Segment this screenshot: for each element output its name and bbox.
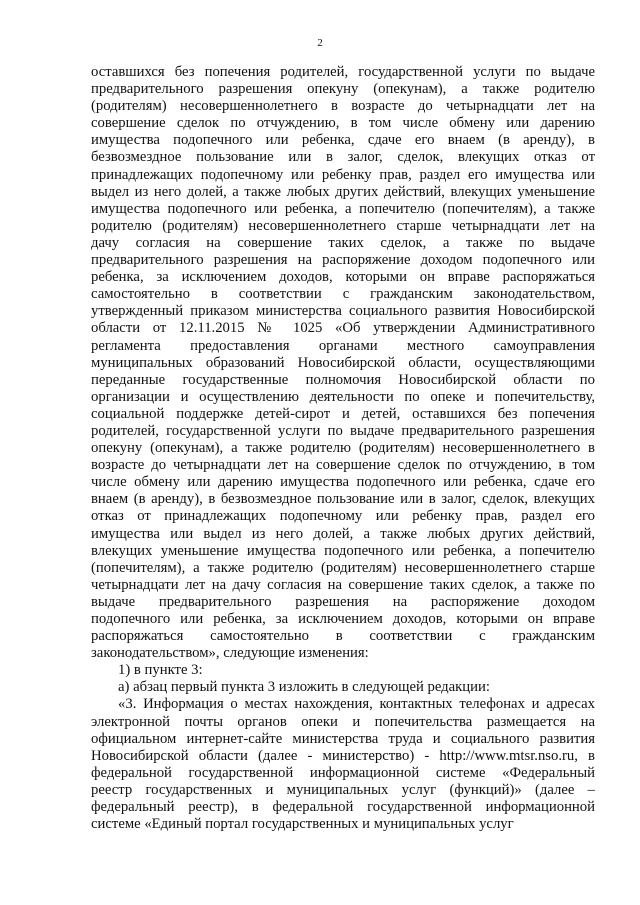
text-line: предварительного разрешения на распоряжение доходом подопечного или bbox=[91, 252, 595, 269]
text-line: принадлежащих подопечному или ребенку прав, раздел его имущества или bbox=[91, 166, 595, 183]
text-line: ребенка, за исключением доходов, которыми он вправе распоряжаться bbox=[91, 269, 595, 286]
text-line: имущества подопечного или ребенка, а попечителю (попечителям), а также bbox=[91, 200, 595, 217]
text-line: опекуну (опекунам), а также родителю (родителям) несовершеннолетнего в bbox=[91, 440, 595, 457]
text-line: «3. Информация о местах нахождения, контактных телефонах и адресах bbox=[118, 696, 595, 713]
text-line: а) абзац первый пункта 3 изложить в следующей редакции: bbox=[118, 679, 490, 696]
text-line: дачу согласия на совершение таких сделок, а также по выдаче bbox=[91, 234, 595, 251]
text-line: переданные государственные полномочия Новосибирской области по bbox=[91, 371, 595, 388]
text-line: выдаче предварительного разрешения на распоряжение доходом bbox=[91, 593, 595, 610]
text-line: электронной почты органов опеки и попечительства размещается на bbox=[91, 713, 595, 730]
page-number: 2 bbox=[317, 37, 323, 49]
text-line: оставшихся без попечения родителей, государственной услуги по выдаче bbox=[91, 64, 595, 80]
text-line: Новосибирской области (далее - министерство) - http://www.mtsr.nso.ru, в bbox=[91, 747, 595, 764]
text-line: муниципальных образований Новосибирской области, осуществляющими bbox=[91, 354, 595, 371]
text-line: самостоятельно в соответствии с гражданским законодательством, bbox=[91, 286, 595, 303]
text-line: внаем (в аренду), в безвозмездное пользование или в залог, сделок, влекущих bbox=[91, 491, 595, 508]
text-line: социальной поддержке детей-сирот и детей, оставшихся без попечения bbox=[91, 405, 595, 422]
text-line: выдел из него долей, а также любых других действий, влекущих уменьшение bbox=[91, 183, 595, 200]
text-line: официальном интернет-сайте министерства труда и социального развития bbox=[91, 730, 595, 747]
text-line: регламента предоставления органами местного самоуправления bbox=[91, 337, 595, 354]
paragraph bbox=[91, 662, 595, 679]
text-line: утвержденный приказом министерства социального развития Новосибирской bbox=[91, 303, 595, 320]
paragraph bbox=[91, 64, 595, 662]
text-line: (попечителям), а также родителю (родителям) несовершеннолетнего старше bbox=[91, 559, 595, 576]
text-line: четырнадцати лет на дачу согласия на совершение таких сделок, а также по bbox=[91, 576, 595, 593]
text-line: возрасте до четырнадцати лет на совершение сделок по отчуждению, в том bbox=[91, 457, 595, 474]
text-line: распоряжаться самостоятельно в соответствии с гражданским bbox=[91, 628, 595, 645]
paragraph bbox=[91, 696, 595, 833]
document-body bbox=[91, 64, 595, 833]
text-line: предварительного разрешения опекуну (опекунам), а также родителю bbox=[91, 81, 595, 98]
text-line: влекущих уменьшение имущества подопечного или ребенка, а попечителю bbox=[91, 542, 595, 559]
text-line: совершение сделок по отчуждению, в том числе обмену или дарению bbox=[91, 115, 595, 132]
text-line: федеральной государственной информационной системе «Федеральный bbox=[91, 764, 595, 781]
text-line: имущества или выдел из него долей, а также любых других действий, bbox=[91, 525, 595, 542]
paragraph bbox=[91, 679, 595, 696]
text-line: 1) в пункте 3: bbox=[118, 662, 203, 679]
text-line: отказ от принадлежащих подопечному или ребенку прав, раздел его bbox=[91, 508, 595, 525]
text-line: области от 12.11.2015 № 1025 «Об утверждении Административного bbox=[91, 320, 595, 337]
text-line: организации и осуществлению деятельности по опеке и попечительству, bbox=[91, 388, 595, 405]
text-line: подопечного или ребенка, за исключением доходов, которыми он вправе bbox=[91, 611, 595, 627]
text-line: системе «Единый портал государственных и муниципальных услуг bbox=[91, 816, 514, 833]
text-line: безвозмездное пользование или в залог, сделок, влекущих отказ от bbox=[91, 149, 595, 166]
text-line: законодательством», следующие изменения: bbox=[91, 645, 369, 662]
text-line: федеральный реестр), в федеральной государственной информационной bbox=[91, 799, 595, 816]
text-line: числе обмену или дарению имущества подопечного или ребенка, сдаче его bbox=[91, 474, 595, 491]
text-line: имущества подопечного или ребенка, сдаче его внаем (в аренду), в bbox=[91, 132, 595, 149]
text-line: реестр государственных и муниципальных услуг (функций)» (далее – bbox=[91, 781, 595, 798]
text-line: родителей, государственной услуги по выдаче предварительного разрешения bbox=[91, 422, 595, 439]
text-line: родителю (родителям) несовершеннолетнего старше четырнадцати лет на bbox=[91, 217, 595, 234]
text-line: (родителям) несовершеннолетнего в возрасте до четырнадцати лет на bbox=[91, 98, 595, 115]
